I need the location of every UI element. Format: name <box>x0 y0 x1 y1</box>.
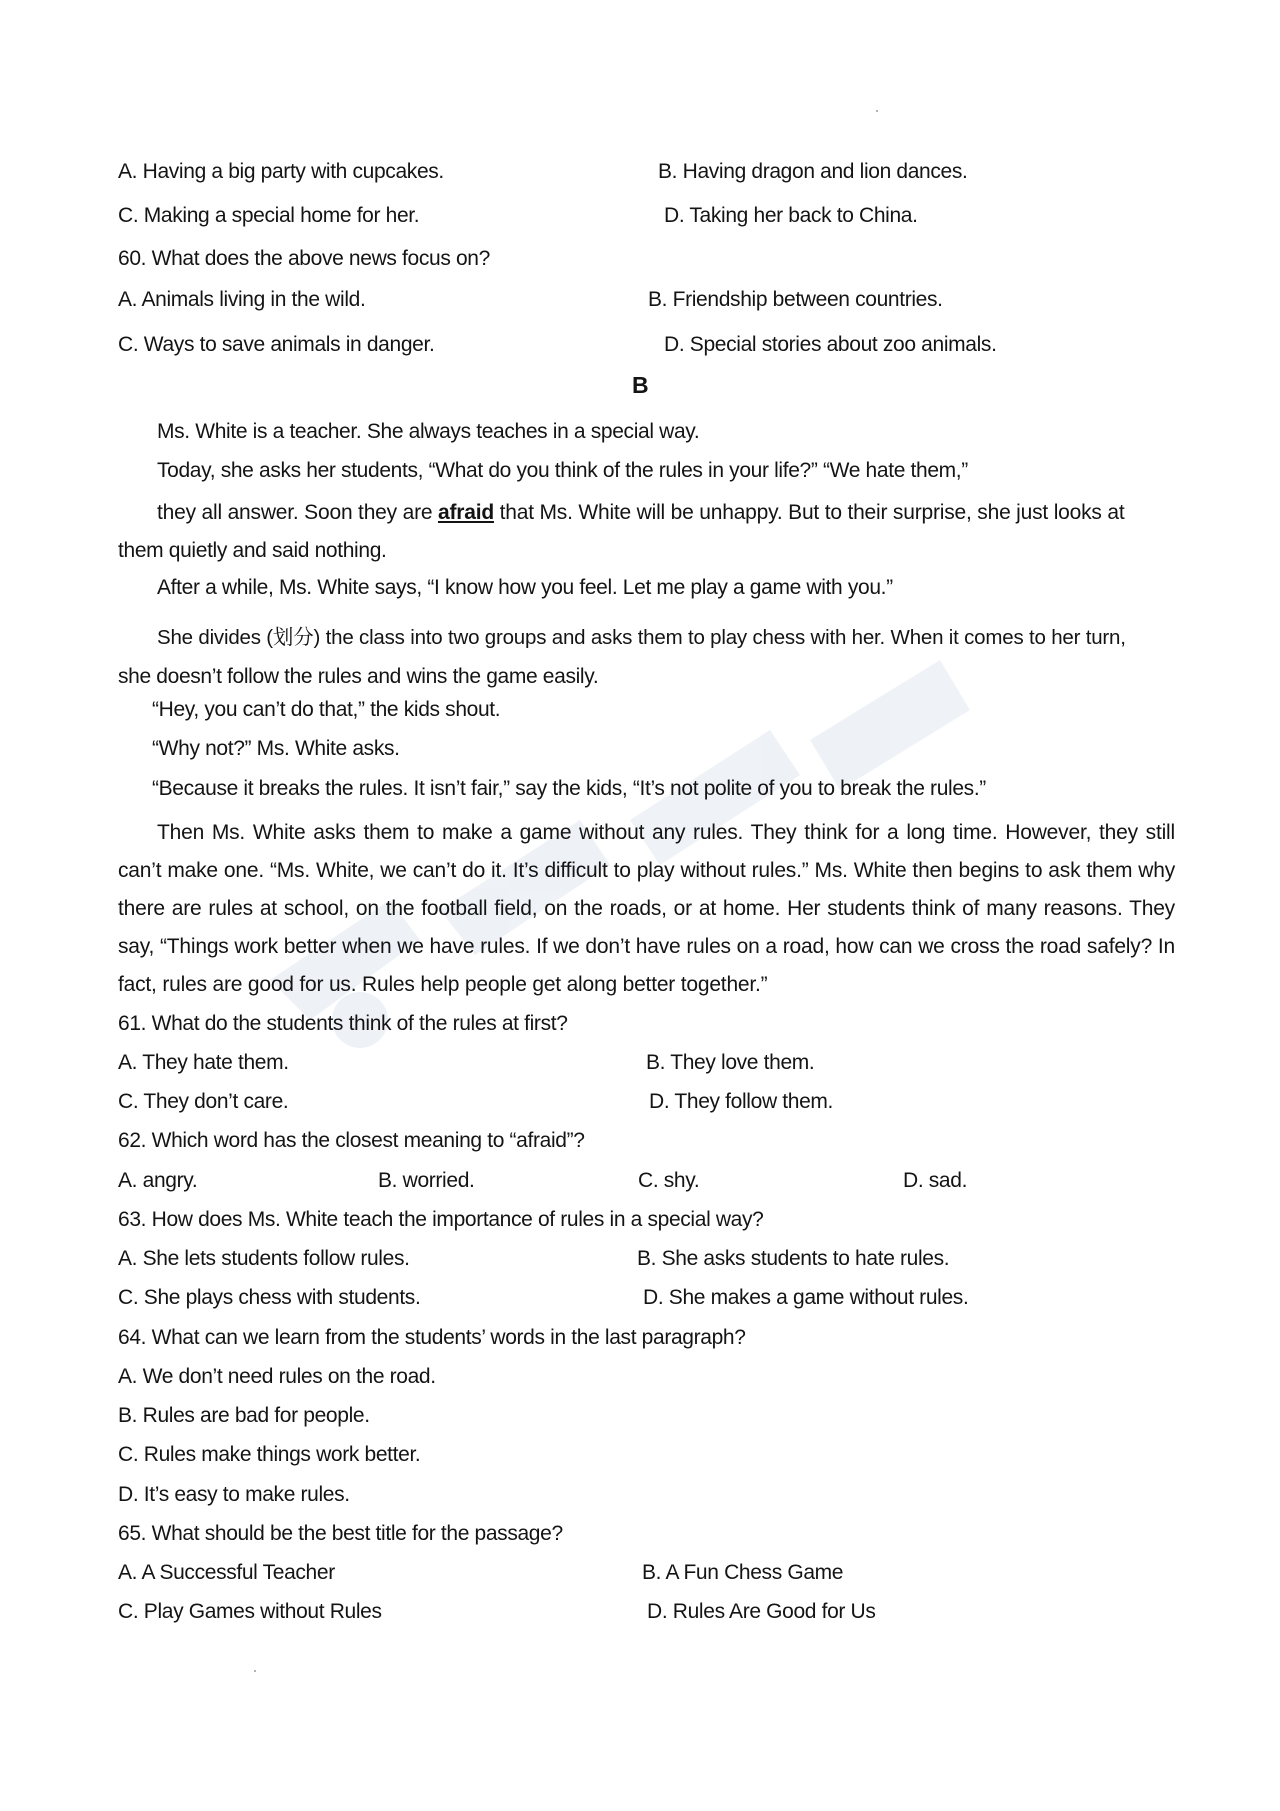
passage-paragraph-3-text-after: that Ms. White will be unhappy. But to their surprise, she just looks at <box>499 501 1125 524</box>
passage-paragraph-5-line-2: she doesn’t follow the rules and wins the game easily. <box>118 665 599 688</box>
q59-option-b: B. Having dragon and lion dances. <box>658 160 968 183</box>
q63-option-d: D. She makes a game without rules. <box>643 1286 969 1309</box>
q62-option-b: B. worried. <box>378 1169 475 1192</box>
passage-paragraph-7: “Why not?” Ms. White asks. <box>152 737 400 760</box>
q65-option-a: A. A Successful Teacher <box>118 1561 335 1584</box>
q64-option-b: B. Rules are bad for people. <box>118 1404 370 1427</box>
q60-option-c: C. Ways to save animals in danger. <box>118 333 435 356</box>
q64-option-d: D. It’s easy to make rules. <box>118 1483 350 1506</box>
q62-question: 62. Which word has the closest meaning to “afraid”? <box>118 1129 585 1152</box>
q61-option-a: A. They hate them. <box>118 1051 289 1074</box>
passage-paragraph-3-text-before: they all answer. Soon they are <box>157 501 433 524</box>
passage-paragraph-4: After a while, Ms. White says, “I know how you feel. Let me play a game with you.” <box>157 576 893 599</box>
passage-paragraph-3 <box>118 494 1175 532</box>
passage-paragraph-5: She divides (划分) the class into two groups and asks them to play chess with her. When it comes to her turn, <box>157 626 1126 649</box>
passage-paragraph-9: Then Ms. White asks them to make a game without any rules. They think for a long time. However, they still can’t make one. “Ms. White, we can’t do it. It’s difficult to play without rules.” Ms. White then begins to ask them why there are rules at school, on the football field, on the roads, or at home. Her students think of many reasons. They say, “Things work better when we have rules. If we don’t have rules on a road, how can we cross the road safely? In fact, rules are good for us. Rules help people get along better together.” <box>118 821 1175 996</box>
keyword-afraid: afraid <box>437 501 494 524</box>
watermark-stroke-4 <box>810 660 970 790</box>
q63-question: 63. How does Ms. White teach the importance of rules in a special way? <box>118 1208 764 1231</box>
q65-option-d: D. Rules Are Good for Us <box>647 1600 876 1623</box>
q65-option-c: C. Play Games without Rules <box>118 1600 382 1623</box>
q63-option-b: B. She asks students to hate rules. <box>637 1247 950 1270</box>
q59-option-a: A. Having a big party with cupcakes. <box>118 160 444 183</box>
q59-option-d: D. Taking her back to China. <box>664 204 918 227</box>
q64-option-c: C. Rules make things work better. <box>118 1443 421 1466</box>
passage-paragraph-8: “Because it breaks the rules. It isn’t fair,” say the kids, “It’s not polite of you to break the rules.” <box>152 777 986 800</box>
section-heading: B <box>632 372 649 398</box>
q63-option-a: A. She lets students follow rules. <box>118 1247 410 1270</box>
q60-option-d: D. Special stories about zoo animals. <box>664 333 997 356</box>
q65-option-b: B. A Fun Chess Game <box>642 1561 844 1584</box>
q61-question: 61. What do the students think of the rules at first? <box>118 1012 568 1035</box>
scan-dot-bottom <box>254 1670 256 1672</box>
q64-option-a: A. We don’t need rules on the road. <box>118 1365 436 1388</box>
q61-option-d: D. They follow them. <box>649 1090 834 1113</box>
q65-question: 65. What should be the best title for the passage? <box>118 1522 563 1545</box>
q62-option-d: D. sad. <box>903 1169 968 1192</box>
scan-dot-top <box>876 110 878 112</box>
passage-paragraph-2: Today, she asks her students, “What do you think of the rules in your life?” “We hate them,” <box>157 459 968 482</box>
q61-option-c: C. They don’t care. <box>118 1090 289 1113</box>
passage-paragraph-1: Ms. White is a teacher. She always teaches in a special way. <box>157 420 700 443</box>
passage-paragraph-3-line-2: them quietly and said nothing. <box>118 539 387 562</box>
q64-question: 64. What can we learn from the students’ words in the last paragraph? <box>118 1326 746 1349</box>
q63-option-c: C. She plays chess with students. <box>118 1286 421 1309</box>
q60-option-a: A. Animals living in the wild. <box>118 288 366 311</box>
q60-question: 60. What does the above news focus on? <box>118 247 490 270</box>
q62-option-c: C. shy. <box>638 1169 700 1192</box>
passage-paragraph-6: “Hey, you can’t do that,” the kids shout. <box>152 698 501 721</box>
q59-option-c: C. Making a special home for her. <box>118 204 420 227</box>
q60-option-b: B. Friendship between countries. <box>648 288 943 311</box>
q62-option-a: A. angry. <box>118 1169 198 1192</box>
q61-option-b: B. They love them. <box>646 1051 815 1074</box>
